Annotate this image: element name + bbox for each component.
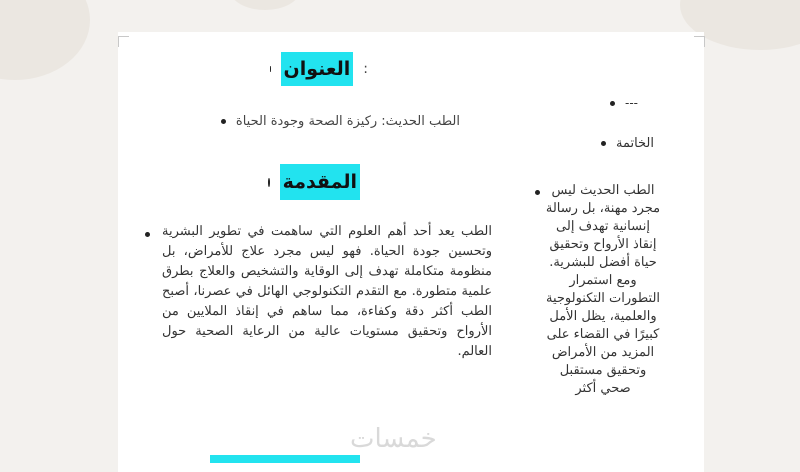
bullet-icon — [610, 101, 615, 106]
highlight-strip — [210, 455, 360, 463]
intro-paragraph[interactable]: الطب يعد أحد أهم العلوم التي ساهمت في تطوير البشرية وتحسين جودة الحياة. فهو ليس مجرد علاج للأمراض، بل منظومة متكاملة تهدف إلى الوقاية والتشخيص والعلاج بطرق علمية متطورة. مع التقدم التكنولوجي الهائل في عصرنا، أصبح الطب أكثر دقة وكفاءة، مما ساهم في إنقاذ الملايين من الأرواح وتحقيق مستويات عالية من الرعاية الصحية حول العالم. — [162, 224, 492, 359]
conclusion-paragraph[interactable]: الطب الحديث ليس مجرد مهنة، بل رسالة إنسانية تهدف إلى إنقاذ الأرواح وتحقيق حياة أفضل للبشرية. ومع استمرار التطورات التكنولوجية والعلمية، يظل الأمل كبيرًا في القضاء على المزيد من الأمراض وتحقيق مستقبل صحي أكثر — [545, 183, 661, 396]
bullet-icon — [268, 178, 270, 187]
subtitle-line — [170, 114, 460, 129]
conclusion-heading-line — [574, 136, 654, 151]
bullet-icon — [270, 66, 271, 72]
intro-heading[interactable]: المقدمة — [280, 164, 360, 200]
conclusion-heading[interactable]: الخاتمة — [615, 136, 654, 151]
crop-mark-top-right — [694, 36, 705, 47]
intro-heading-line — [268, 164, 360, 200]
watermark-logo: خمسات — [350, 424, 437, 454]
side-dash-line — [588, 96, 638, 110]
side-dash[interactable]: --- — [625, 96, 638, 110]
title-line — [270, 52, 368, 86]
crop-mark-top-left — [118, 36, 129, 47]
bullet-icon — [601, 141, 606, 146]
title-label[interactable]: العنوان — [281, 52, 354, 86]
bullet-icon — [535, 190, 540, 195]
bullet-icon — [145, 232, 150, 237]
bullet-icon — [221, 119, 226, 124]
background-decoration — [0, 0, 90, 80]
title-colon: : — [363, 61, 368, 77]
subtitle-text[interactable]: الطب الحديث: ركيزة الصحة وجودة الحياة — [235, 114, 460, 129]
background-decoration — [230, 0, 300, 10]
